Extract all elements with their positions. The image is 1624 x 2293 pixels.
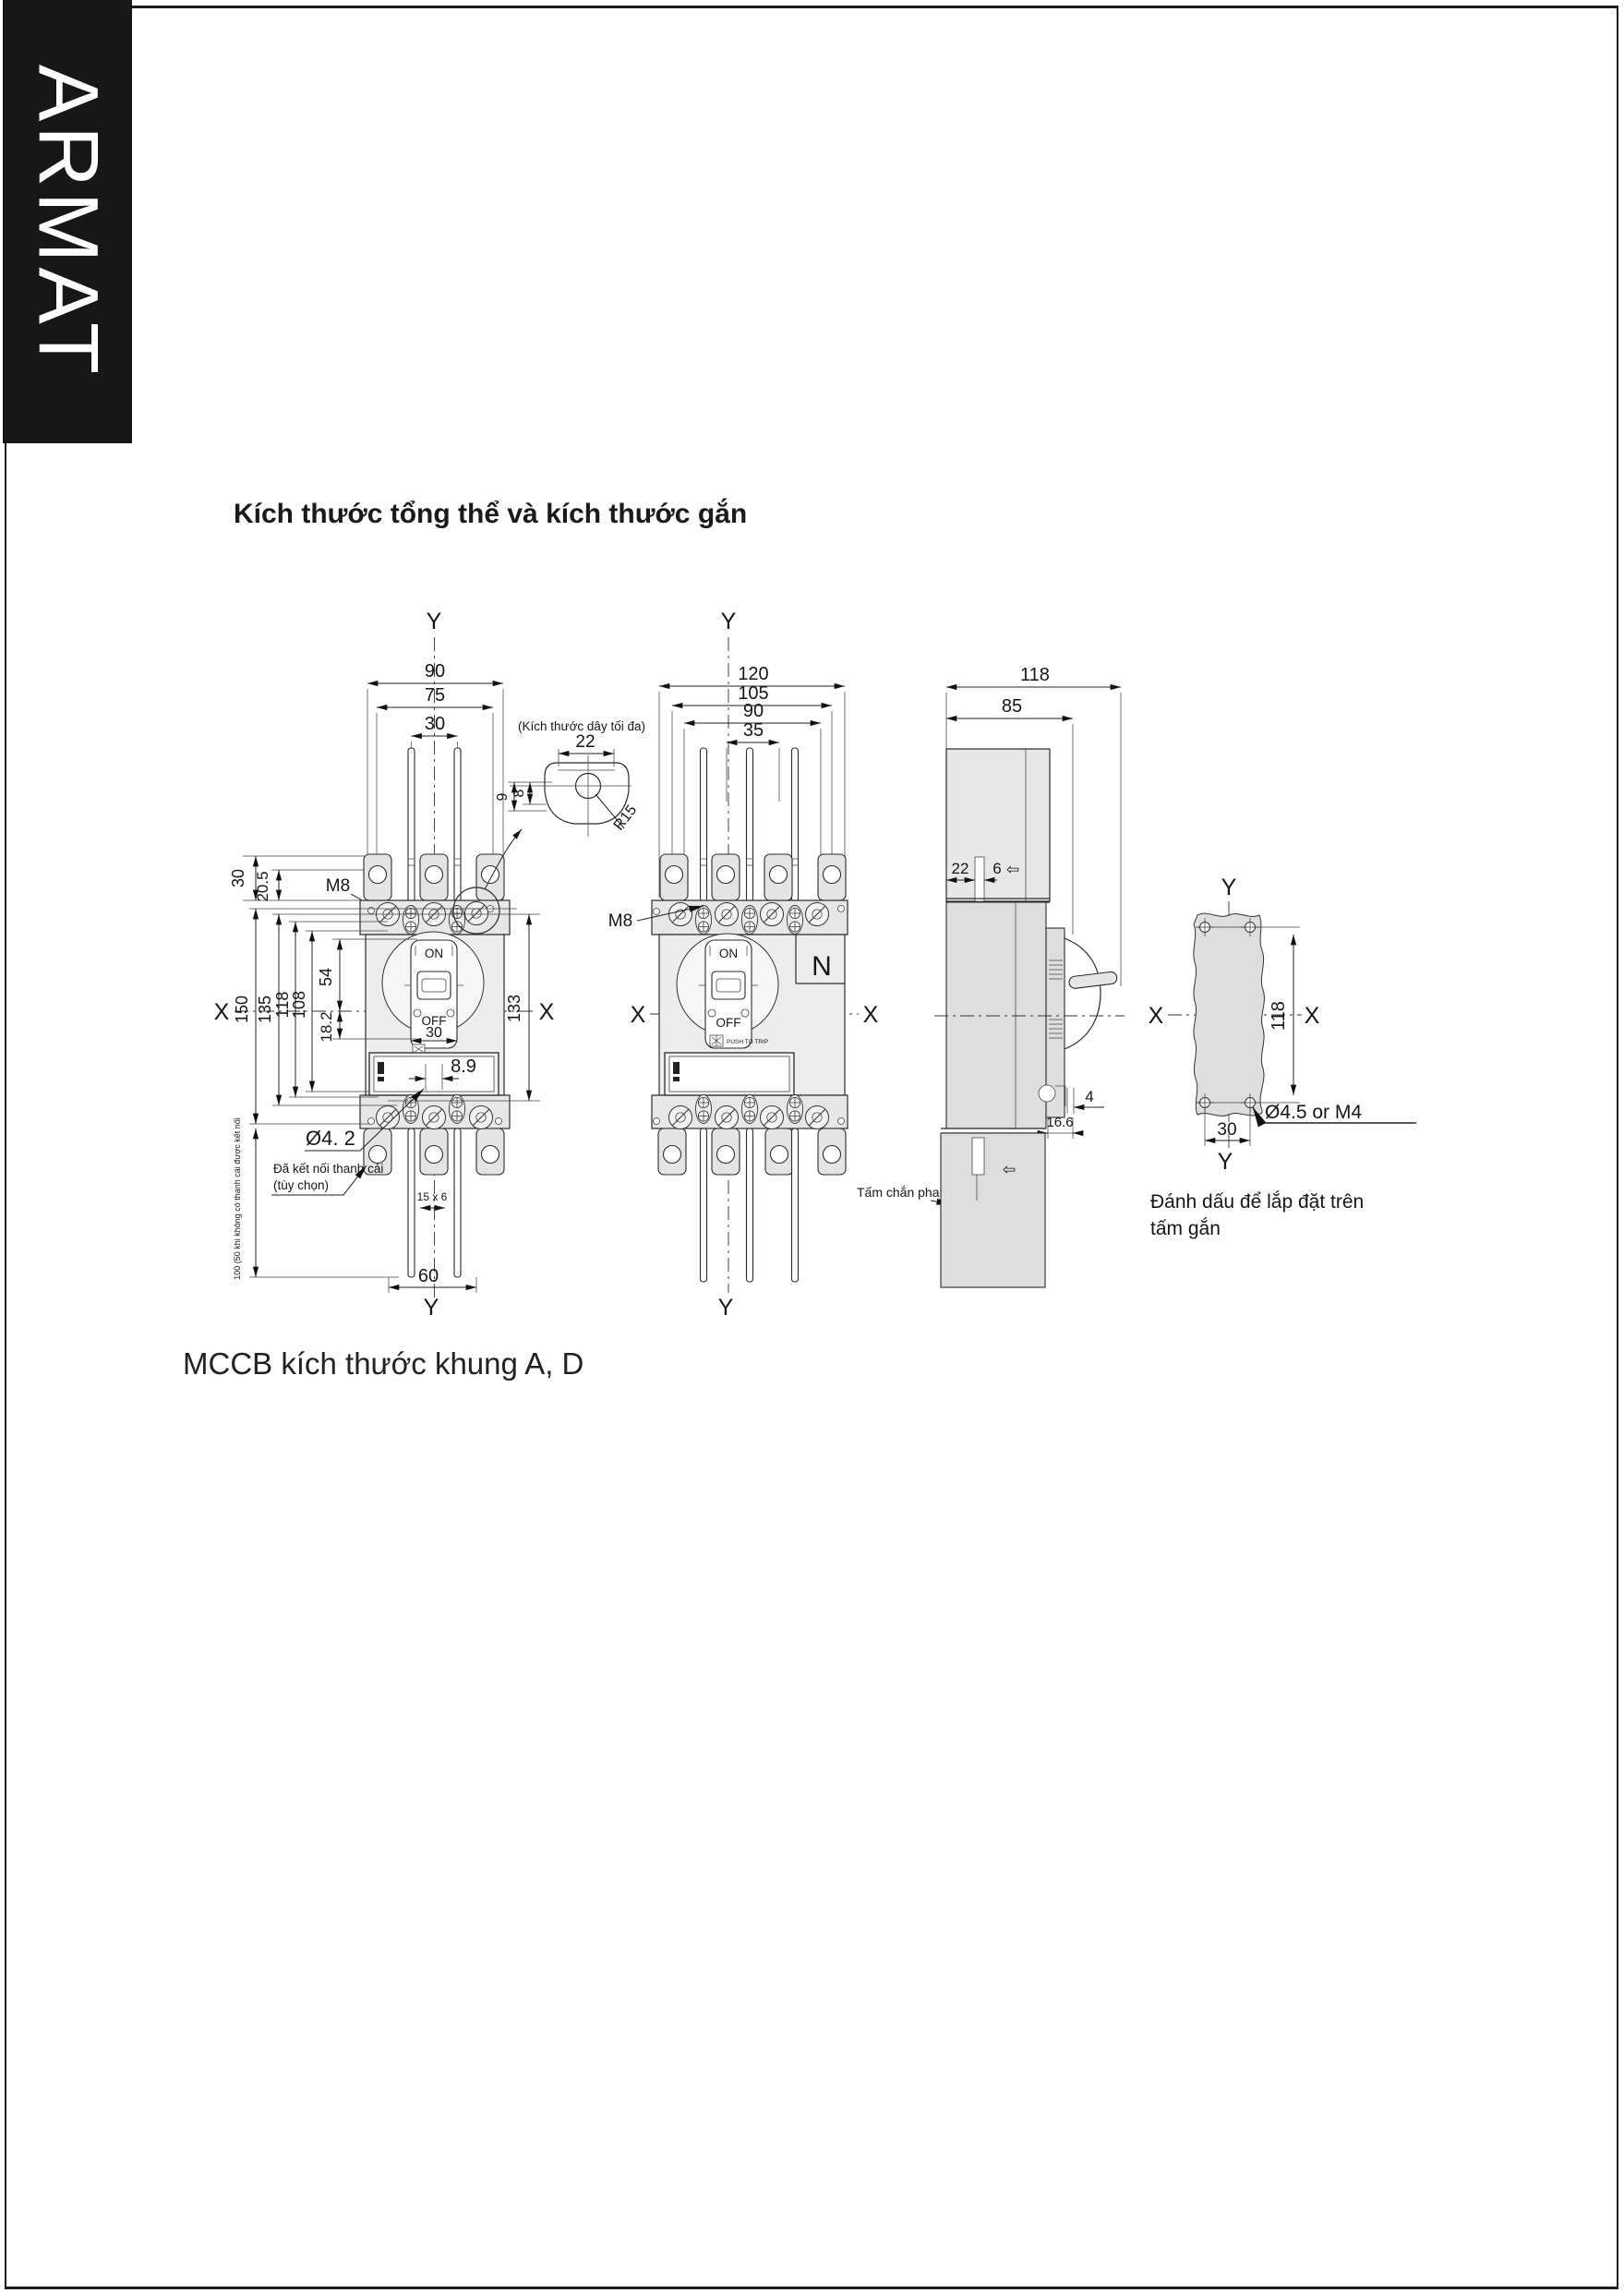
dim-105: 105 — [738, 683, 769, 704]
dim-120: 120 — [738, 664, 769, 684]
dim-plate-118: 118 — [1269, 1001, 1289, 1031]
axis-x-left-label-4p: X — [630, 1002, 646, 1028]
dim-depth-118: 118 — [1020, 665, 1050, 685]
dim-22-wire: 22 — [575, 732, 595, 752]
mounting-hole-spec: Ø4.5 or M4 — [1265, 1102, 1363, 1123]
axis-x-right-label-4p: X — [862, 1002, 879, 1028]
radius-r15-label: R15 — [610, 802, 641, 834]
axis-y-top-label-4p: Y — [720, 609, 737, 634]
dim-90-4p: 90 — [742, 701, 764, 721]
dim-8-wire: 8 — [511, 789, 527, 798]
dim-toggle-width: 30 — [426, 1025, 442, 1041]
axis-y-top-label-plate: Y — [1221, 875, 1237, 900]
dim-busbar-section: 15 x 6 — [416, 1190, 448, 1203]
dim-slot-6: 6 — [992, 860, 1002, 877]
axis-x-right-label-plate: X — [1304, 1003, 1320, 1029]
axis-x-right-label: X — [538, 999, 555, 1025]
axis-y-bottom-label: Y — [423, 1295, 439, 1321]
dim-plate-30: 30 — [1217, 1120, 1237, 1140]
dim-182: 18.2 — [318, 1011, 335, 1043]
dim-89: 8.9 — [451, 1056, 476, 1077]
hole-diameter-callout: Ø4. 2 — [306, 1127, 355, 1150]
toggle-on-label: ON — [424, 947, 444, 960]
push-to-trip-label: PUSH TO TRIP — [727, 1039, 769, 1045]
axis-y-top-label: Y — [426, 609, 442, 634]
dim-tab-205: 20.5 — [254, 871, 271, 902]
busbar-option-note-line1: Đã kết nối thanh cái — [273, 1162, 384, 1176]
breaker-handle — [1068, 972, 1117, 989]
axis-y-bottom-label-4p: Y — [717, 1295, 734, 1321]
dim-overall-width: 90 — [424, 661, 446, 682]
left-outline-arrow-icon-2: ⇦ — [1002, 1161, 1017, 1178]
dim-h108: 108 — [290, 990, 308, 1020]
terminal-screw-label: M8 — [325, 876, 351, 896]
dim-4: 4 — [1085, 1088, 1094, 1105]
dim-h135: 135 — [256, 995, 274, 1024]
dim-133: 133 — [505, 994, 523, 1023]
dim-depth-85: 85 — [1001, 696, 1023, 717]
dim-tab-30: 30 — [229, 868, 247, 888]
axis-y-bottom-label-plate: Y — [1217, 1149, 1233, 1175]
brand-logo: ARMAT — [20, 64, 115, 380]
left-outline-arrow-icon: ⇦ — [1005, 861, 1020, 878]
mounting-plate-outline — [1194, 913, 1265, 1116]
front-view-3pole — [214, 609, 555, 1321]
dim-166: 16.6 — [1046, 1115, 1074, 1130]
dim-60: 60 — [417, 1266, 439, 1286]
wire-size-detail — [495, 719, 645, 837]
dim-h118: 118 — [273, 991, 292, 1019]
page-title: Kích thước tổng thể và kích thước gắn — [234, 499, 748, 529]
axis-x-left-label-plate: X — [1148, 1003, 1164, 1029]
terminal-screw-label-4p: M8 — [607, 911, 633, 931]
axis-x-left-label: X — [213, 999, 230, 1025]
side-view — [934, 665, 1125, 1287]
plate-note-line2: tấm gắn — [1150, 1218, 1221, 1239]
dim-pole-pitch: 30 — [424, 714, 446, 734]
busbar-extension-note: 100 (50 khi không có thanh cái được kết nối — [233, 1117, 242, 1280]
dim-35: 35 — [742, 720, 764, 741]
dim-mount-width: 75 — [424, 685, 446, 706]
phase-barrier-label: Tấm chắn pha — [857, 1185, 940, 1200]
toggle-on-label-4p: ON — [718, 947, 739, 960]
plate-note-line1: Đánh dấu để lắp đặt trên — [1150, 1191, 1365, 1213]
busbar-option-note-line2: (tùy chọn) — [273, 1178, 330, 1192]
dim-9-wire: 9 — [495, 792, 511, 802]
figure-caption: MCCB kích thước khung A, D — [183, 1346, 584, 1381]
neutral-pole-label: N — [812, 951, 832, 982]
mounting-plate-view — [1149, 875, 1416, 1239]
toggle-off-label-4p: OFF — [716, 1016, 741, 1030]
dim-h150: 150 — [233, 995, 251, 1024]
dim-slot-22: 22 — [951, 860, 969, 877]
toggle-off-label: OFF — [421, 1014, 447, 1028]
dim-54: 54 — [317, 967, 335, 987]
wire-detail-caption: (Kích thước dây tối đa) — [518, 719, 645, 733]
front-view-4pole — [608, 609, 951, 1321]
